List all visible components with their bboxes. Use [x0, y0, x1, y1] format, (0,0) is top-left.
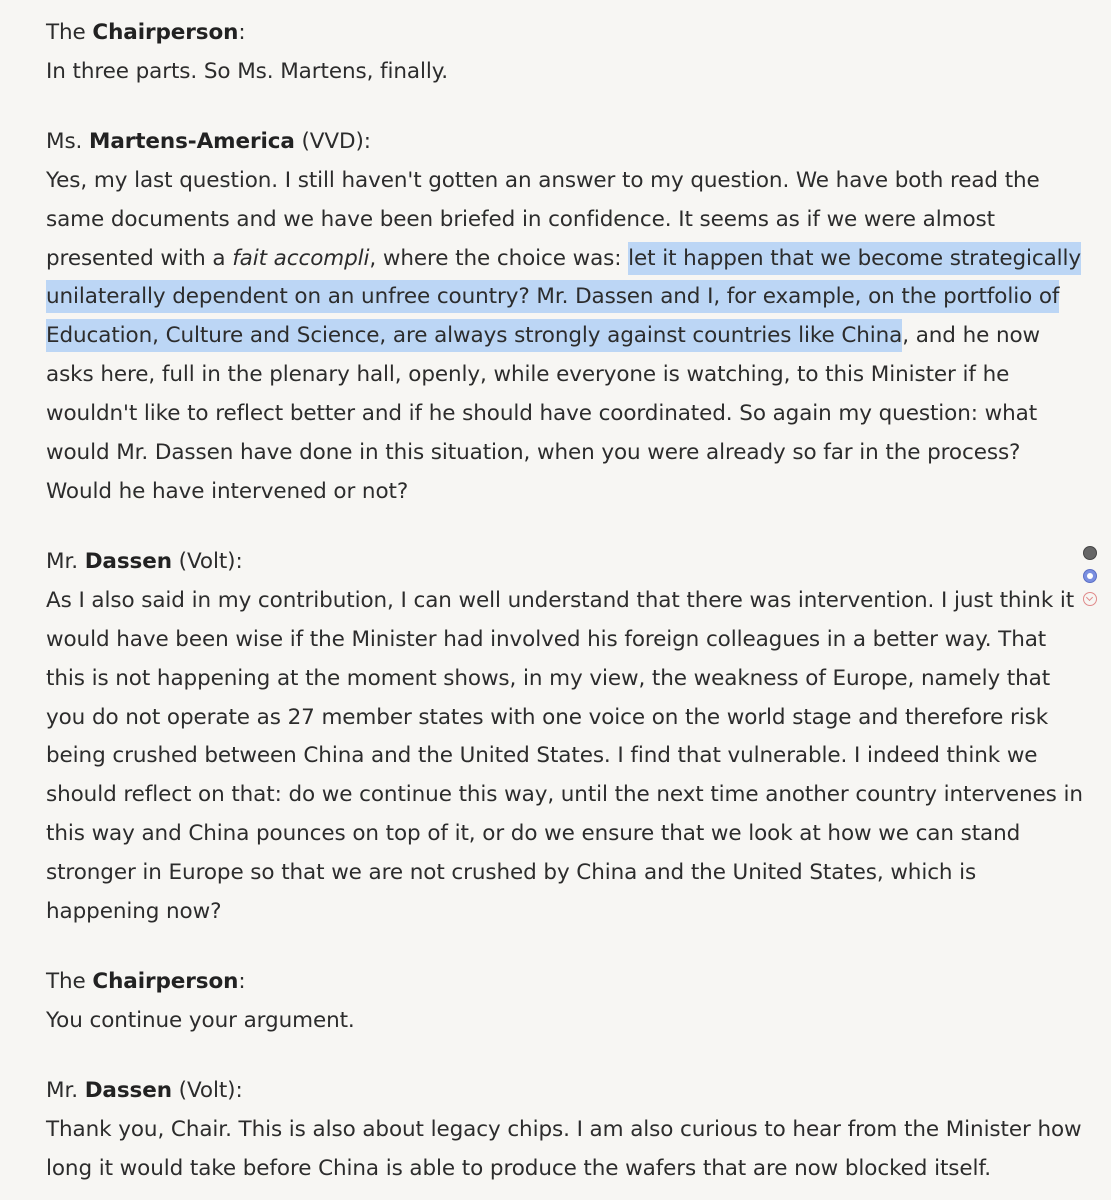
ai-assistant-icon[interactable] [1083, 546, 1097, 560]
speaker-line [46, 123, 1086, 162]
collapse-icon[interactable] [1083, 592, 1097, 606]
speaker-title: Mr. [46, 1077, 85, 1103]
transcript-entry-dassen-2 [46, 1072, 1086, 1189]
speaker-name: Chairperson [92, 968, 239, 994]
speaker-name: Martens-America [89, 128, 295, 154]
speaker-name: Chairperson [92, 20, 239, 45]
speech-text: Thank you, Chair. This is also about legacy chips. I am also curious to hear from the Minister how long it would take before China is able to produce the wafers that are now blocked itself. [46, 1116, 1082, 1181]
speaker-line [46, 963, 1086, 1002]
italic-phrase: fait accompli [232, 245, 370, 271]
speaker-name: Dassen [84, 548, 172, 574]
speech-text: As I also said in my contribution, I can well understand that there was intervention. I just think it would have been wise if the Minister had involved his foreign colleagues in a better way. That this is not happening at the moment shows, in my view, the weakness of Europe, namely that you do not operate as 27 member states with one voice on the world stage and therefore risk being crushed between China and the United States. I find that vulnerable. I indeed think we should reflect on that: do we continue this way, until the next time another country intervenes in this way and China pounces on top of it, or do we ensure that we look at how we can stand stronger in Europe so that we are not crushed by China and the United States, which is happening now? [46, 587, 1083, 925]
speaker-line [46, 543, 1086, 582]
transcript [46, 14, 1086, 1200]
speech-text-part: , and he now asks here, full in the plenary hall, openly, while everyone is watching, to this Minister if he wouldn't like to reflect better and if he should have coordinated. So again my question: what would Mr. Dassen have done in this situation, when you were already so far in the process? Would he have intervened or not? [46, 323, 1041, 504]
speaker-name: Dassen [84, 1077, 172, 1103]
speech-text-part: , where the choice was: [369, 245, 629, 271]
speaker-line [46, 1072, 1086, 1111]
speaker-party: (VVD): [294, 128, 371, 154]
speech-text: You continue your argument. [46, 1007, 355, 1033]
transcript-entry-martens [46, 123, 1086, 512]
speaker-party: (Volt): [171, 548, 243, 574]
speaker-party: : [238, 968, 246, 994]
speaker-line [46, 14, 1086, 53]
selected-text-highlight[interactable]: let it happen that we become strategically unilaterally dependent on an unfree country? Mr. Dassen and I, for example, on the portfolio of Education, Culture and Science, are always strongly against countries like China [46, 242, 1081, 353]
transcript-entry-chairperson-1 [46, 14, 1086, 92]
speaker-title: Mr. [46, 548, 85, 574]
speaker-title: The [46, 968, 93, 994]
speech-text-part: Yes, my last question. I still haven't gotten an answer to my question. We have both read the same documents and we have been briefed in confidence. It seems as if we were almost presented with a [46, 167, 1040, 271]
transcript-entry-chairperson-2 [46, 963, 1086, 1041]
translate-icon[interactable] [1083, 569, 1097, 583]
speaker-title: Ms. [46, 128, 90, 154]
speaker-party: : [238, 20, 246, 45]
speaker-party: (Volt): [171, 1077, 243, 1103]
speech-text: In three parts. So Ms. Martens, finally. [46, 58, 449, 84]
floating-toolbar [1083, 546, 1101, 615]
speaker-title: The [46, 20, 93, 45]
transcript-entry-dassen-1 [46, 543, 1086, 932]
speech-text[interactable] [46, 162, 1086, 512]
